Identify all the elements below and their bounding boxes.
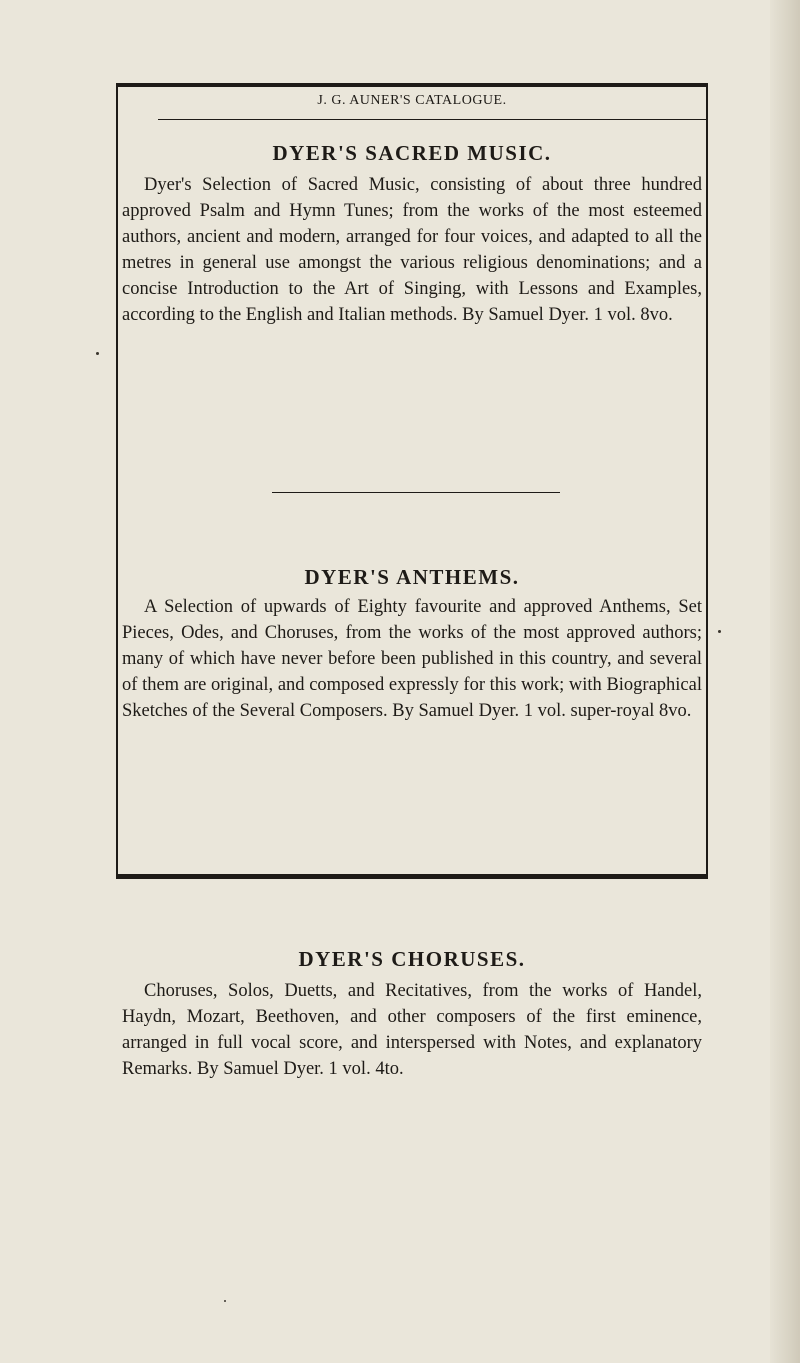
header-rule bbox=[158, 119, 708, 120]
section-title-choruses: DYER'S CHORUSES. bbox=[298, 947, 526, 971]
ink-speck bbox=[224, 1300, 226, 1302]
entry-choruses: Choruses, Solos, Duetts, and Recitatives, from the works of Handel, Haydn, Mozart, Beethoven, and other composers of the first eminence, arranged in full vocal score, and interspersed with Notes, and explanatory Remarks. By Samuel Dyer. 1 vol. 4to. bbox=[122, 981, 702, 1079]
section-title-anthems: DYER'S ANTHEMS. bbox=[304, 565, 520, 589]
page-edge bbox=[770, 0, 800, 1363]
section-title-sacred-music: DYER'S SACRED MUSIC. bbox=[272, 141, 552, 165]
entry-sacred-music: Dyer's Selection of Sacred Music, consisting of about three hundred approved Psalm and Hymn Tunes; from the works of the most esteemed authors, ancient and modern, arranged for four voices, and adapted to all the metres in general use amongst the various religious denominations; and a concise Introduction to the Art of Singing, with Lessons and Examples, according to the English and Italian methods. By Samuel Dyer. 1 vol. 8vo. bbox=[122, 175, 702, 325]
running-head: J. G. AUNER'S CATALOGUE. bbox=[317, 93, 507, 108]
section-divider bbox=[290, 878, 518, 879]
ink-speck bbox=[718, 630, 721, 633]
section-divider bbox=[272, 492, 560, 493]
entry-anthems: A Selection of upwards of Eighty favourite and approved Anthems, Set Pieces, Odes, and Choruses, from the works of the most approved authors; many of which have never before been published in this country, and several of them are original, and composed expressly for this work; with Biographical Sketches of the Several Composers. By Samuel Dyer. 1 vol. super-royal 8vo. bbox=[122, 597, 702, 721]
ink-speck bbox=[96, 352, 99, 355]
